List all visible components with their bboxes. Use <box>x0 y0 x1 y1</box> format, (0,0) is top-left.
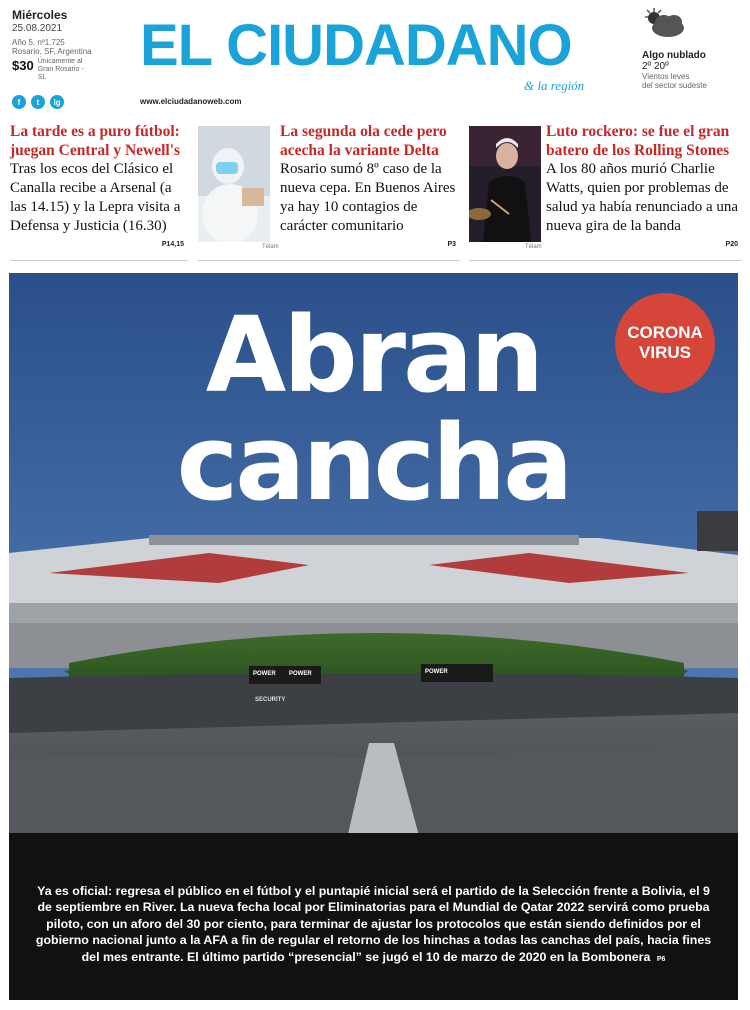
price-row <box>12 58 132 82</box>
divider <box>198 260 460 261</box>
caption-page: P6 <box>656 955 666 963</box>
issue-location: Rosario, SF, Argentina <box>12 47 92 56</box>
badge-line-2: VIRUS <box>639 343 691 362</box>
headline-line-2: cancha <box>176 402 571 524</box>
edition-date: 25.08.2021 <box>12 23 63 34</box>
weather-wind-line1: Vientos leves <box>642 72 690 81</box>
teasers-row <box>0 122 750 262</box>
teaser-title: Luto rockero: se fue el gran batero de los Rolling Stones <box>546 123 730 159</box>
banner-label: SECURITY <box>255 697 286 703</box>
photo-credit: Télam <box>525 244 542 250</box>
health-worker-photo <box>198 126 270 242</box>
twitter-icon[interactable]: t <box>31 95 45 109</box>
weather-label: Algo nublado <box>642 50 706 61</box>
charlie-watts-photo <box>469 126 541 242</box>
logo-subtitle: & la región <box>524 78 585 93</box>
issue-number: Año 5. nº1.725 <box>12 38 65 47</box>
partly-cloudy-icon <box>642 6 690 40</box>
price-note: Únicamente al Gran Rosario - SL <box>37 58 84 81</box>
main-story[interactable] <box>9 273 738 1000</box>
masthead <box>0 0 750 120</box>
badge-line-1: CORONA <box>627 323 703 342</box>
banner-label: POWER <box>253 671 276 677</box>
divider <box>469 260 742 261</box>
teaser-page: P3 <box>447 241 456 248</box>
facebook-icon[interactable]: f <box>12 95 26 109</box>
social-links <box>12 95 64 109</box>
teaser-page: P20 <box>725 241 738 248</box>
teaser-covid[interactable] <box>280 122 460 256</box>
teaser-page: P14,15 <box>161 241 184 248</box>
photo-credit: Télam <box>262 244 279 250</box>
teaser-title: La tarde es a puro fútbol: juegan Central y Newell's <box>10 123 181 159</box>
instagram-icon[interactable]: ig <box>50 95 64 109</box>
weather-temperature: 2º 20º <box>642 61 669 72</box>
weather-wind-line2: del sector sudeste <box>642 81 707 90</box>
coronavirus-badge[interactable] <box>615 293 715 393</box>
caption-text: Ya es oficial: regresa el público en el fútbol y el puntapié inicial será el partido de la Selección frente a Bolivia, el 9 de septiembre en River. La nueva fecha local por Eliminatorias para el Mundial de Qatar 2022 servirá como prueba piloto, con un aforo del 30 por ciento, para terminar de ajustar los protocolos que están siendo definidos por el gobierno nacional junto a la AFA a fin de regular el retorno de los hinchas a todas las canchas del país, hacia fines del mes entrante. El último partido “presencial” se jugó el 10 de marzo de 2020 en la Bombonera <box>35 884 712 964</box>
website-link[interactable]: www.elciudadanoweb.com <box>140 97 242 106</box>
teaser-text: Rosario sumó 8º caso de la nueva cepa. En Buenos Aires ya hay 10 contagios de carácter comunitario <box>280 161 456 234</box>
newspaper-logo[interactable]: EL CIUDADANO <box>140 13 572 78</box>
teaser-rolling-stones[interactable] <box>546 122 742 256</box>
edition-info <box>12 8 132 82</box>
headline-line-1: Abran <box>205 294 542 416</box>
teaser-text: Tras los ecos del Clásico el Canalla recibe a Arsenal (a las 14.15) y la Lepra visita a Defensa y Justicia (16.30) <box>10 161 181 234</box>
edition-issue <box>12 38 132 56</box>
teaser-text: A los 80 años murió Charlie Watts, quien por problemas de salud ya había renunciado a una nueva gira de la banda <box>546 161 739 234</box>
price: $30 <box>12 58 34 73</box>
main-caption <box>29 883 718 968</box>
divider <box>10 260 188 261</box>
banner-label: POWER <box>425 669 448 675</box>
weather-widget <box>642 6 746 90</box>
banner-label: POWER <box>289 671 312 677</box>
teaser-title: La segunda ola cede pero acecha la variante Delta <box>280 123 447 159</box>
edition-day: Miércoles <box>12 8 68 22</box>
teaser-football[interactable] <box>10 122 188 256</box>
